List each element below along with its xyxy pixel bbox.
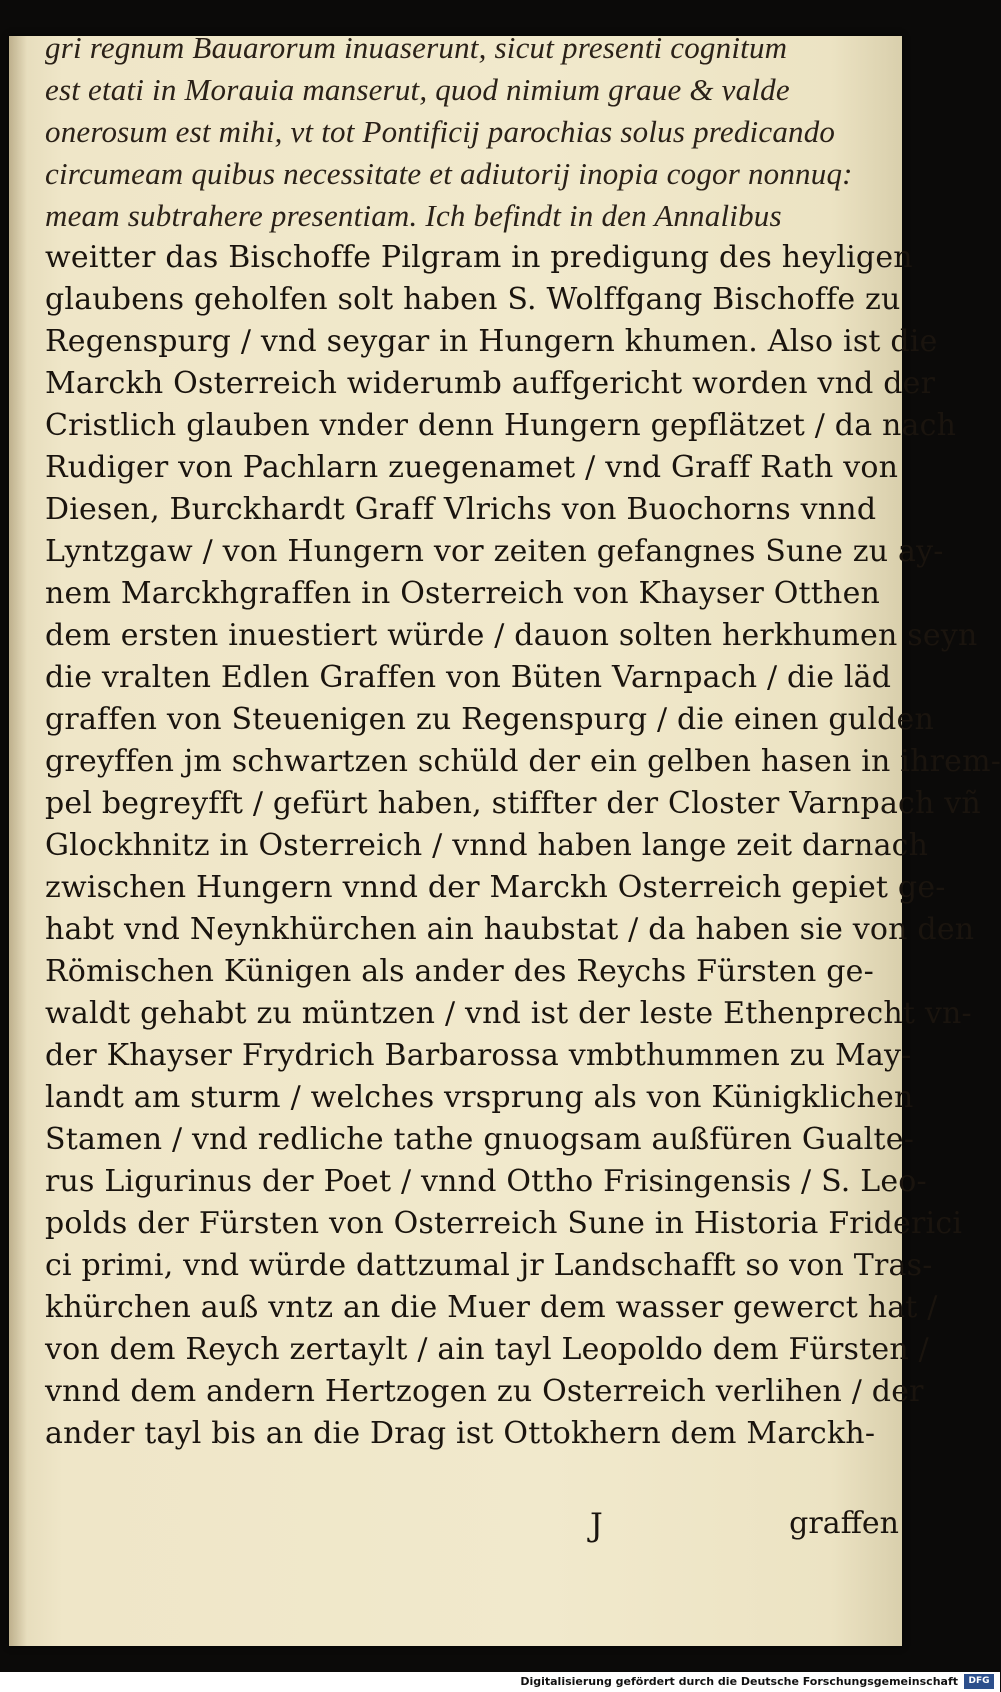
text-line: zwischen Hungern vnnd der Marckh Osterreich gepiet ge- [45, 870, 946, 905]
text-line: habt vnd Neynkhürchen ain haubstat / da haben sie von den [45, 912, 975, 947]
page-gutter-shadow [9, 36, 27, 1646]
text-line: est etati in Morauia manserut, quod nimium graue & valde [45, 72, 790, 107]
text-line: meam subtrahere presentiam. Ich befindt in den Annalibus [45, 198, 782, 233]
digitization-footer [0, 1672, 1000, 1692]
text-line: Regenspurg / vnd seygar in Hungern khumen. Also ist die [45, 324, 938, 359]
text-line: pel begreyfft / gefürt haben, stiffter der Closter Varnpach vñ [45, 786, 981, 821]
text-line: Glockhnitz in Osterreich / vnnd haben lange zeit darnach [45, 828, 929, 863]
signature-mark: J [590, 1506, 603, 1544]
text-line: weitter das Bischoffe Pilgram in predigung des heyligen [45, 240, 913, 275]
text-line: ander tayl bis an die Drag ist Ottokhern dem Marckh- [45, 1416, 876, 1451]
catchword: graffen [789, 1506, 899, 1541]
text-line: vnnd dem andern Hertzogen zu Osterreich verlihen / der [45, 1374, 924, 1409]
text-line: polds der Fürsten von Osterreich Sune in Historia Friderici [45, 1206, 963, 1241]
text-line: Römischen Künigen als ander des Reychs Fürsten ge- [45, 954, 874, 989]
text-line: circumeam quibus necessitate et adiutorij inopia cogor nonnuq: [45, 156, 853, 191]
text-line: glaubens geholfen solt haben S. Wolffgang Bischoffe zu [45, 282, 901, 317]
text-line: waldt gehabt zu müntzen / vnd ist der leste Ethenprecht vn- [45, 996, 972, 1031]
text-line: gri regnum Bauarorum inuaserunt, sicut presenti cognitum [45, 30, 788, 65]
text-line: Stamen / vnd redliche tathe gnuogsam außfüren Gualte- [45, 1122, 915, 1157]
text-line: Diesen, Burckhardt Graff Vlrichs von Buochorns vnnd [45, 492, 877, 527]
text-line: der Khayser Frydrich Barbarossa vmbthummen zu May- [45, 1038, 912, 1073]
text-line: landt am sturm / welches vrsprung als von Künigklichen [45, 1080, 914, 1115]
text-line: nem Marckhgraffen in Osterreich von Khayser Otthen [45, 576, 881, 611]
text-line: Rudiger von Pachlarn zuegenamet / vnd Graff Rath von [45, 450, 899, 485]
text-line: graffen von Steuenigen zu Regenspurg / die einen gulden [45, 702, 934, 737]
page-foot [45, 1506, 903, 1552]
text-line: Lyntzgaw / von Hungern vor zeiten gefangnes Sune zu ay- [45, 534, 944, 569]
text-line: khürchen auß vntz an die Muer dem wasser gewerct hat / [45, 1290, 938, 1325]
text-line: Marckh Osterreich widerumb auffgericht worden vnd der [45, 366, 936, 401]
text-line: greyffen jm schwartzen schüld der ein gelben hasen in ihrem- [45, 744, 1001, 779]
text-line: die vralten Edlen Graffen von Büten Varnpach / die läd [45, 660, 892, 695]
footer-credit: Digitalisierung gefördert durch die Deutsche Forschungsgemeinschaft [520, 1675, 958, 1688]
text-line: Cristlich glauben vnder denn Hungern gepflätzet / da nach [45, 408, 957, 443]
text-line: rus Ligurinus der Poet / vnnd Ottho Frisingensis / S. Leo- [45, 1164, 927, 1199]
text-line: onerosum est mihi, vt tot Pontificij parochias solus predicando [45, 114, 836, 149]
text-line: dem ersten inuestiert würde / dauon solten herkhumen seyn [45, 618, 978, 653]
text-line: von dem Reych zertaylt / ain tayl Leopoldo dem Fürsten / [45, 1332, 929, 1367]
dfg-logo: DFG [964, 1674, 994, 1689]
text-line: ci primi, vnd würde dattzumal jr Landschafft so von Tras- [45, 1248, 933, 1283]
